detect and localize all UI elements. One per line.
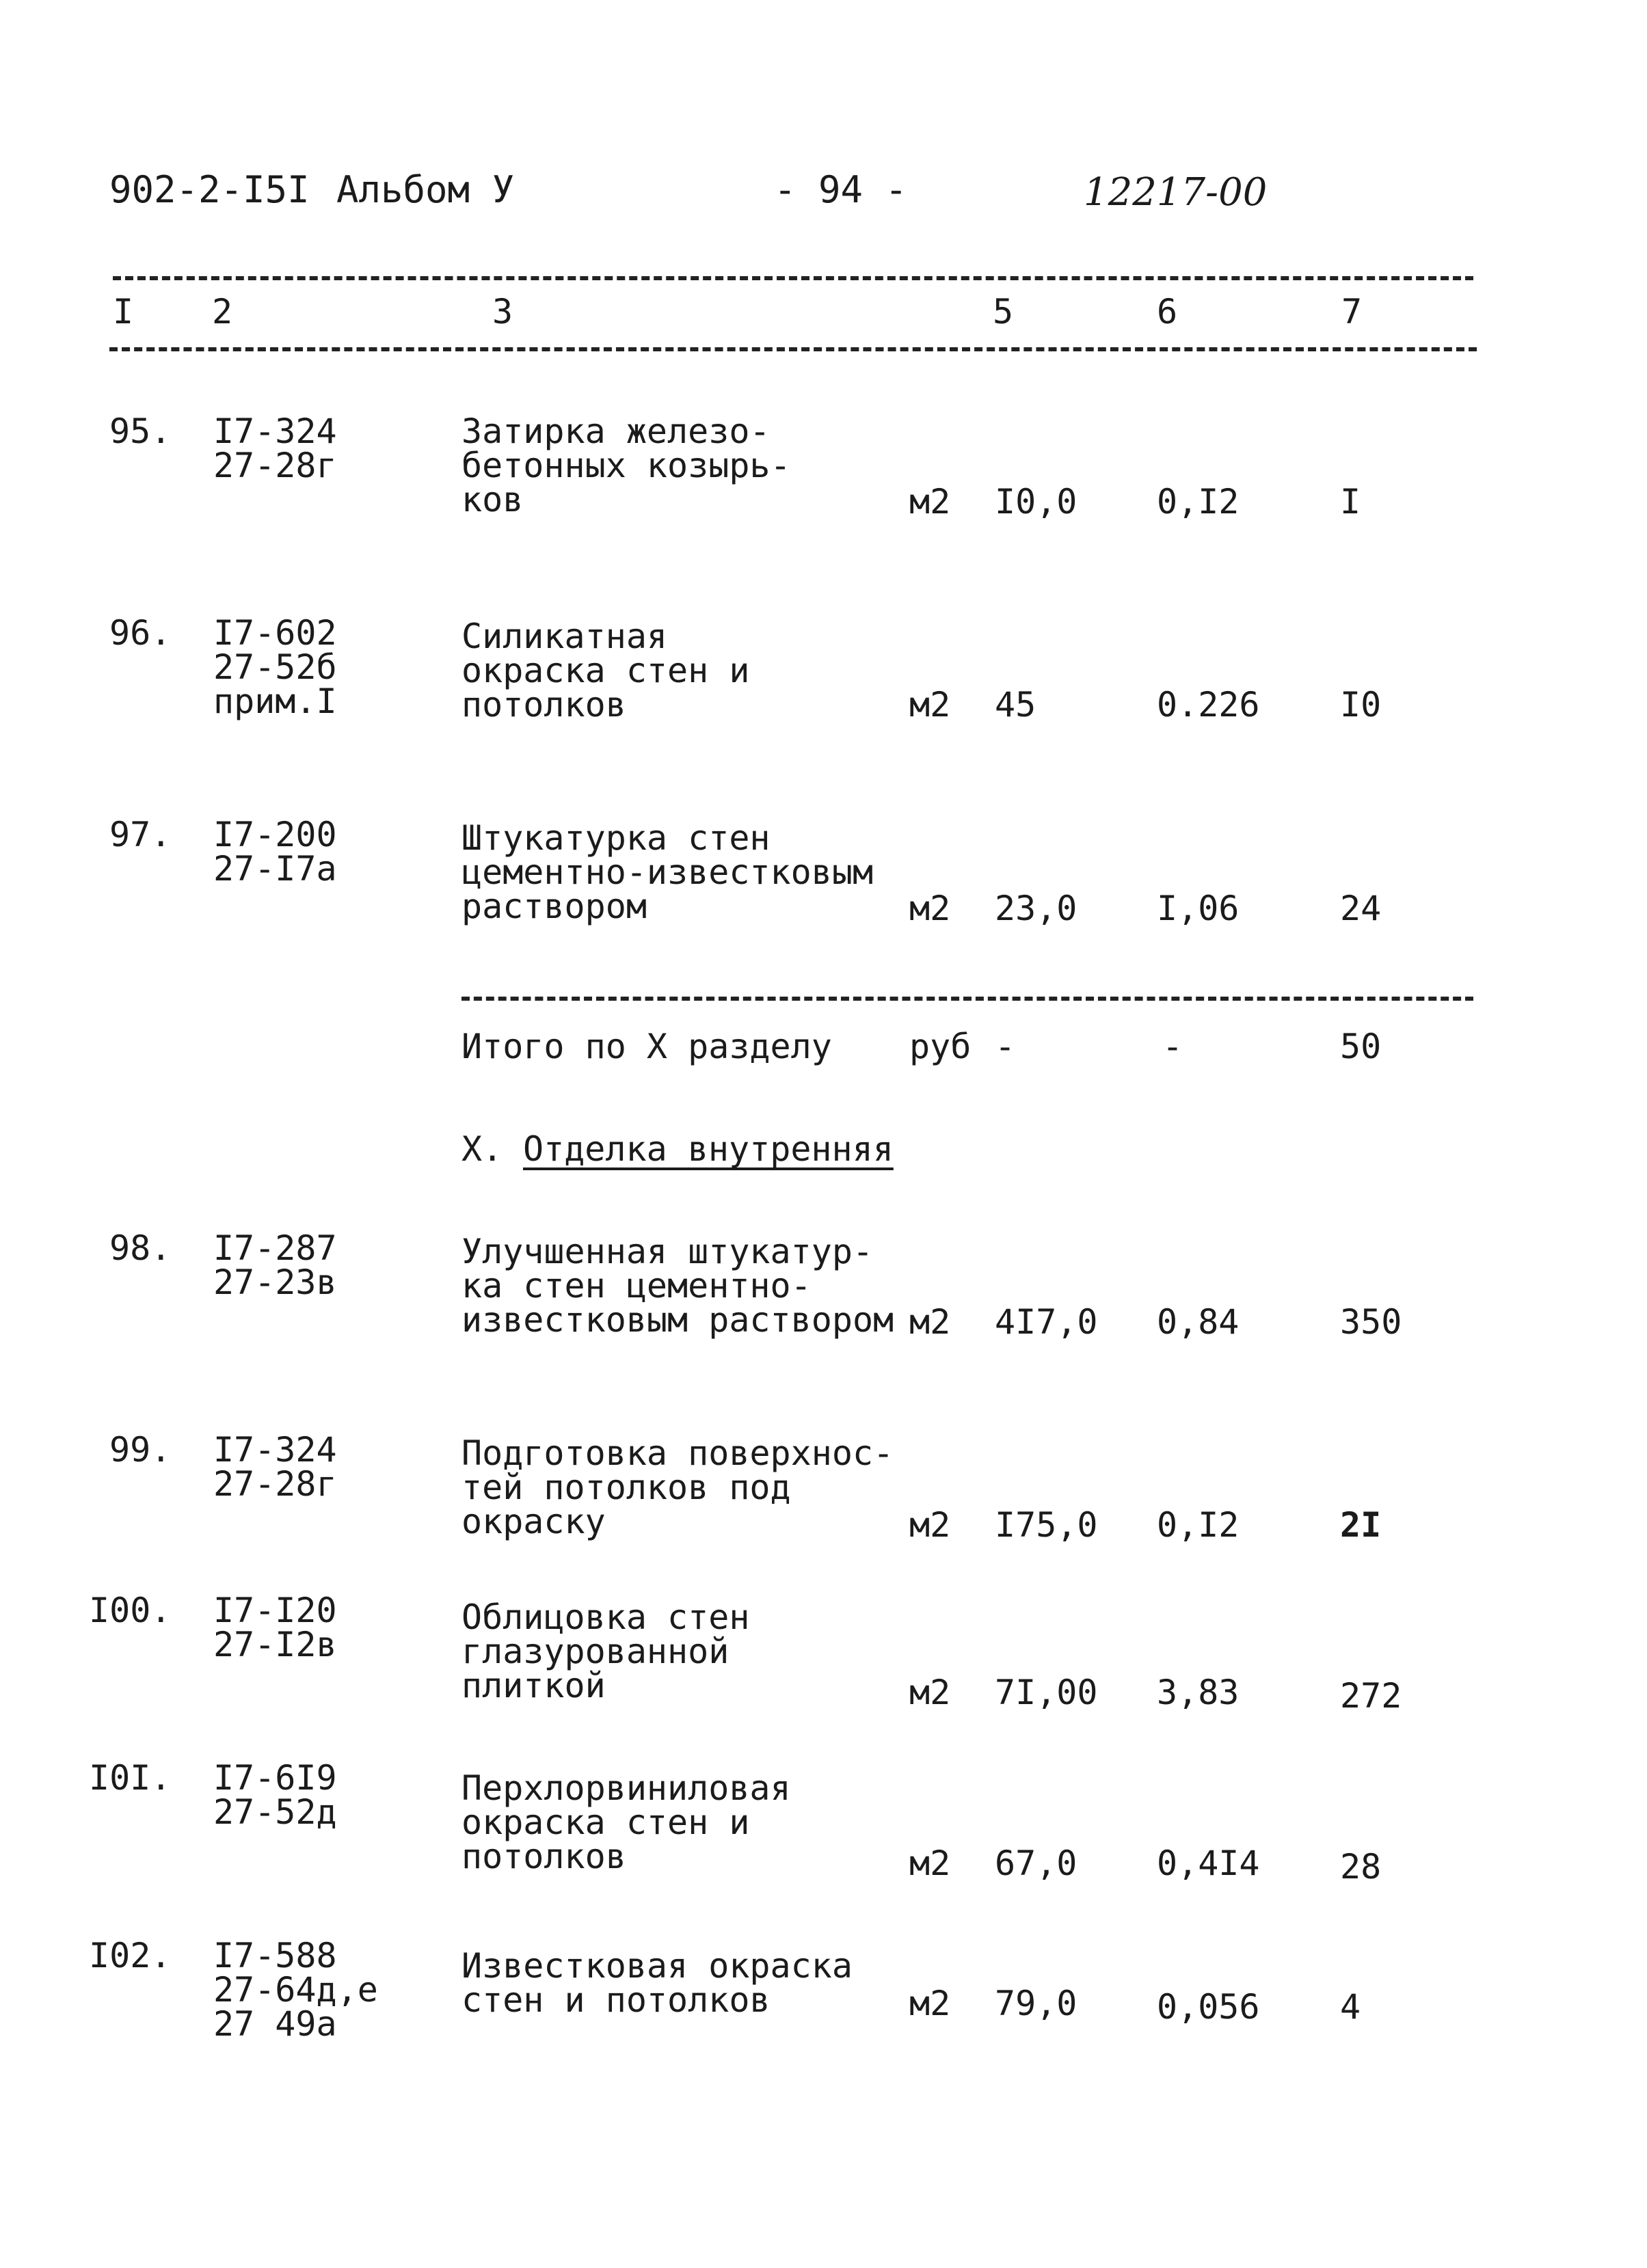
row-description: потолков — [461, 1837, 626, 1876]
row-code: I7-287 — [213, 1228, 337, 1268]
row-description: глазурованной — [461, 1632, 729, 1671]
row-code: I7-6I9 — [213, 1758, 337, 1798]
col-header-7: 7 — [1341, 292, 1363, 332]
row-total: 28 — [1340, 1847, 1382, 1887]
subtotal-rule — [461, 997, 1473, 1001]
row-description: тей потолков под — [461, 1468, 791, 1507]
row-total: 24 — [1340, 889, 1382, 928]
row-quantity: 45 — [995, 685, 1036, 725]
row-unit-price: 0.226 — [1157, 685, 1260, 725]
row-code: 27-64д,е — [213, 1970, 378, 2010]
row-description: окраска стен и — [461, 1803, 750, 1842]
row-code: 27-52д — [213, 1792, 337, 1832]
row-description: Улучшенная штукатур- — [461, 1232, 874, 1271]
row-unit-price: 0,I2 — [1157, 1505, 1240, 1545]
row-unit: м2 — [909, 1844, 951, 1883]
subtotal-unit-price: - — [1162, 1027, 1183, 1066]
row-unit: м2 — [909, 482, 951, 522]
row-total: 2I — [1340, 1505, 1382, 1545]
row-number: 99. — [109, 1430, 172, 1470]
row-quantity: 79,0 — [995, 1984, 1077, 2023]
row-description: Штукатурка стен — [461, 818, 771, 858]
row-description: потолков — [461, 685, 626, 725]
row-unit-price: 0,4I4 — [1157, 1844, 1260, 1883]
header-bottom-rule — [109, 347, 1477, 351]
row-total: 350 — [1340, 1302, 1402, 1342]
row-code: I7-588 — [213, 1936, 337, 1975]
row-description: окраска стен и — [461, 651, 750, 690]
row-description: Перхлорвиниловая — [461, 1768, 791, 1808]
row-number: 95. — [109, 411, 172, 451]
row-number: I02. — [89, 1936, 172, 1975]
row-description: ка стен цементно- — [461, 1266, 812, 1306]
row-total: I — [1340, 482, 1361, 522]
row-code: 27-52б — [213, 647, 337, 687]
row-quantity: 67,0 — [995, 1844, 1077, 1883]
row-unit: м2 — [909, 685, 951, 725]
row-quantity: 23,0 — [995, 889, 1077, 928]
row-number: I0I. — [89, 1758, 172, 1798]
row-description: цементно-известковым — [461, 852, 874, 892]
header-top-rule — [113, 276, 1473, 280]
row-unit-price: 0,056 — [1157, 1987, 1260, 2027]
row-quantity: 4I7,0 — [995, 1302, 1098, 1342]
col-header-3: 3 — [492, 292, 513, 332]
row-unit: м2 — [909, 889, 951, 928]
section-title: Отделка внутренняя — [523, 1129, 894, 1169]
subtotal-unit: руб — [909, 1027, 972, 1066]
row-unit-price: 0,I2 — [1157, 482, 1240, 522]
row-description: Затирка железо- — [461, 411, 771, 451]
page-number: - 94 - — [774, 168, 908, 211]
subtotal-label: Итого по X разделу — [461, 1027, 832, 1066]
col-header-1: I — [113, 292, 134, 332]
row-description: Облицовка стен — [461, 1597, 750, 1637]
row-code: 27-28г — [213, 1464, 337, 1504]
row-number: 98. — [109, 1228, 172, 1268]
row-unit-price: I,06 — [1157, 889, 1240, 928]
section-prefix: X. — [461, 1129, 503, 1169]
row-unit-price: 0,84 — [1157, 1302, 1240, 1342]
row-code: 27-I2в — [213, 1625, 337, 1664]
col-header-2: 2 — [212, 292, 233, 332]
row-description: известковым раствором — [461, 1300, 894, 1340]
row-description: Известковая окраска — [461, 1946, 853, 1986]
row-unit: м2 — [909, 1302, 951, 1342]
row-description: окраску — [461, 1502, 606, 1541]
row-number: I00. — [89, 1591, 172, 1630]
row-code: I7-602 — [213, 613, 337, 653]
row-unit: м2 — [909, 1673, 951, 1712]
row-total: 4 — [1340, 1987, 1361, 2027]
row-code: 27-I7а — [213, 849, 337, 889]
row-description: Силикатная — [461, 617, 668, 656]
row-code: I7-324 — [213, 1430, 337, 1470]
col-header-5: 5 — [993, 292, 1014, 332]
album-label: Альбом У — [336, 168, 515, 211]
row-unit-price: 3,83 — [1157, 1673, 1240, 1712]
row-quantity: I0,0 — [995, 482, 1077, 522]
row-description: раствором — [461, 887, 647, 926]
row-code: прим.I — [213, 681, 337, 721]
handwritten-number: 12217-00 — [1084, 170, 1268, 215]
row-quantity: I75,0 — [995, 1505, 1098, 1545]
row-description: плиткой — [461, 1666, 606, 1705]
row-code: 27-23в — [213, 1263, 337, 1302]
subtotal-total: 50 — [1340, 1027, 1382, 1066]
row-total: I0 — [1340, 685, 1382, 725]
row-description: ков — [461, 480, 524, 519]
row-quantity: 7I,00 — [995, 1673, 1098, 1712]
row-code: 27 49а — [213, 2004, 337, 2044]
row-code: I7-324 — [213, 411, 337, 451]
row-number: 96. — [109, 613, 172, 653]
row-unit: м2 — [909, 1984, 951, 2023]
row-description: бетонных козырь- — [461, 446, 791, 485]
row-unit: м2 — [909, 1505, 951, 1545]
row-number: 97. — [109, 815, 172, 854]
row-description: Подготовка поверхнос- — [461, 1433, 894, 1473]
col-header-6: 6 — [1157, 292, 1178, 332]
row-description: стен и потолков — [461, 1980, 771, 2020]
row-total: 272 — [1340, 1676, 1402, 1716]
row-code: 27-28г — [213, 446, 337, 485]
row-code: I7-200 — [213, 815, 337, 854]
row-code: I7-I20 — [213, 1591, 337, 1630]
subtotal-quantity: - — [995, 1027, 1016, 1066]
document-code: 902-2-I5I — [109, 168, 310, 211]
